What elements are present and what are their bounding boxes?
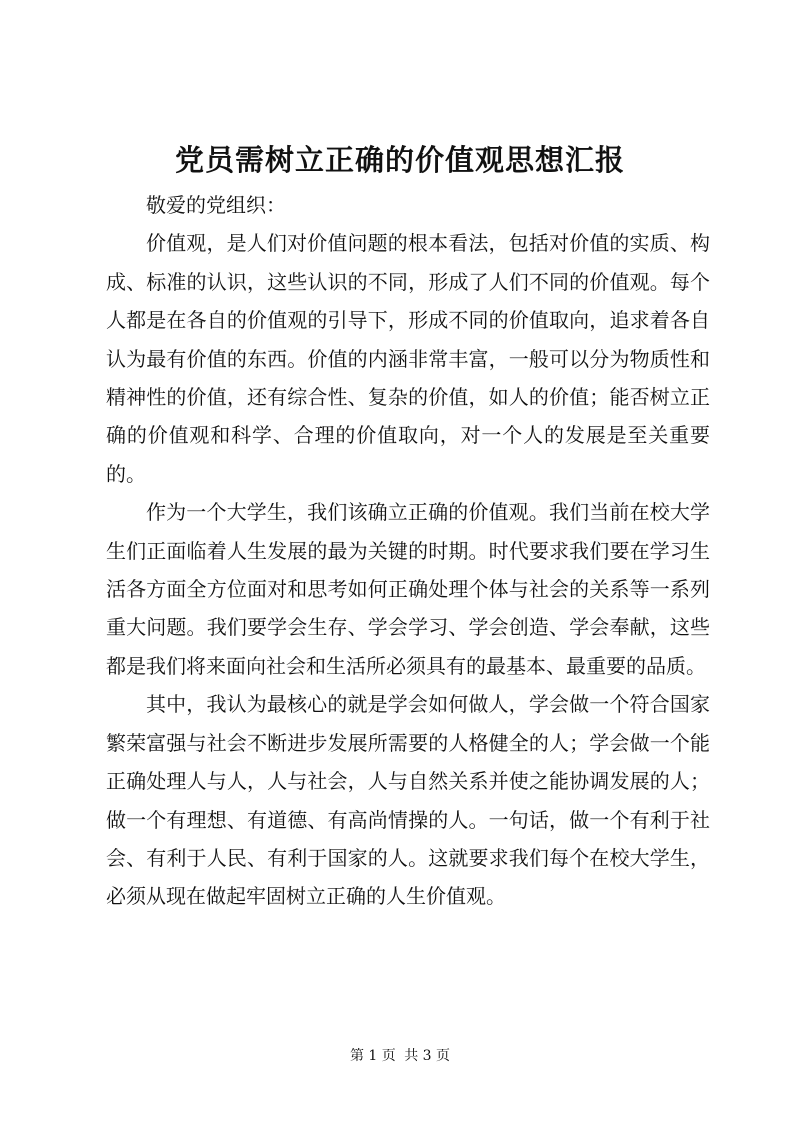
page-footer [0,1046,800,1066]
page-total: 共 3 页 [404,1048,451,1064]
paragraph-1: 价值观，是人们对价值问题的根本看法，包括对价值的实质、构成、标准的认识，这些认识的不同，形成了人们不同的价值观。每个人都是在各自的价值观的引导下，形成不同的价值取向，追求着各自认为最有价值的东西。价值的内涵非常丰富，一般可以分为物质性和精神性的价值，还有综合性、复杂的价值，如人的价值；能否树立正确的价值观和科学、合理的价值取向，对一个人的发展是至关重要的。 [106,231,710,486]
paragraph-2: 作为一个大学生，我们该确立正确的价值观。我们当前在校大学生们正面临着人生发展的最为关键的时期。时代要求我们要在学习生活各方面全方位面对和思考如何正确处理个体与社会的关系等一系列重大问题。我们要学会生存、学会学习、学会创造、学会奉献，这些都是我们将来面向社会和生活所必须具有的最基本、最重要的品质。 [106,500,710,678]
page-number: 第 1 页 [349,1048,396,1064]
document-title: 党员需树立正确的价值观思想汇报 [174,143,625,177]
greeting: 敬爱的党组织： [146,193,286,217]
document-body [106,186,710,916]
paragraph-3: 其中，我认为最核心的就是学会如何做人，学会做一个符合国家繁荣富强与社会不断进步发展所需要的人格健全的人；学会做一个能正确处理人与人，人与社会，人与自然关系并使之能协调发展的人；做一个有理想、有道德、有高尚情操的人。一句话，做一个有利于社会、有利于人民、有利于国家的人。这就要求我们每个在校大学生，必须从现在做起牢固树立正确的人生价值观。 [106,692,710,909]
